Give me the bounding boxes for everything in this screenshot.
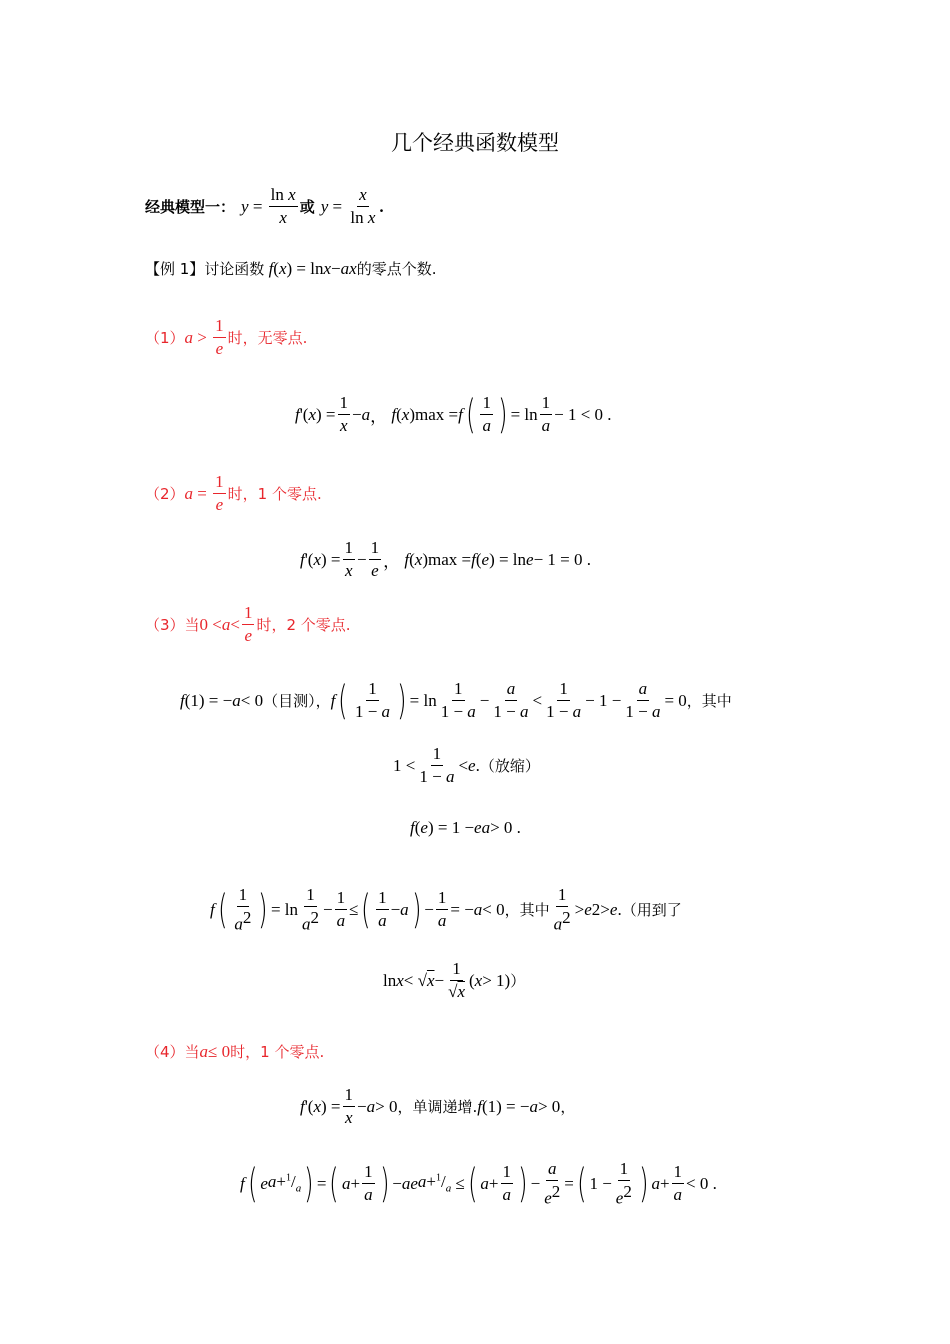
- case-3-heading: （3）当 0 < a < 1 e 时，2 个零点.: [145, 603, 351, 645]
- case-3-formula-1: f (1) = − a < 0 （目测）， f ( 1 1 − a ) = ln 1 1 − a − $\frac{a}{1 - a}$ < 1 1 − a − 1 − $\frac{a}{1 - a}$ = 0 ，其中: [180, 677, 732, 724]
- case-3-formula-2: 1 < 1 1 − a < e . （放缩）: [393, 744, 540, 786]
- case-1-formula: f '( x ) = $\frac{1}{x}$ − a ， f ( x ) max = f ( 1 a ) = ln 1 a − 1 < 0 .: [295, 391, 612, 438]
- case-2-formula: f '( x ) = $\frac{1}{x}$ − $\frac{1}{e}$ ， f ( x ) max = f ( e ) = ln e − 1 = 0 .: [300, 538, 592, 580]
- example-statement: 【例 1】讨论函数 f ( x ) = ln x − ax 的零点个数.: [145, 258, 437, 278]
- page-title: 几个经典函数模型: [391, 131, 559, 155]
- case-3-formula-3: f ( e ) = 1 − ea > 0 .: [410, 818, 521, 837]
- case-1-heading: （1） a > 1 e 时，无零点.: [145, 316, 308, 358]
- case-3-formula-4: f ( 1 $a^2$ ) = ln 1 $a^2$ − $\frac{1}{a}$ ≤ ( 1 a − a ) − $\frac{1}{a}$ = − a < 0 ，其中 1 $a^2$ > e 2 > e . （用到了: [210, 885, 682, 934]
- case-2-heading: （2） a = $\frac{1}{e}$ 时，1 个零点.: [145, 472, 322, 514]
- case-4-heading: （4）当 a ≤ 0 时，1 个零点.: [145, 1041, 325, 1061]
- case-4-formula-1: f '( x ) = $\frac{1}{x}$ − a > 0 ，单调递增. f (1) = − a > 0 ，: [300, 1085, 576, 1127]
- case-3-formula-5: ln x < √ x − $\frac{1}{√x}$ ( x > 1) ）: [383, 959, 526, 1001]
- case-4-formula-2: f ( e $a+^1/_a$ ) = ( a + $\frac{1}{a}$ ) − ae $a+^1/_a$ ≤ ( a + $\frac{1}{a}$ ) − $\frac{a}{e^2}$ = ( 1 − $\frac{1}{e^2}$ ) a + $\frac{1}{a}$ < 0 .: [240, 1159, 717, 1208]
- model-heading: 经典模型一： y = $\frac{\text{ln x}}{x}$ 或 y = $\frac{x}{\text{ln x}}$ .: [145, 185, 384, 227]
